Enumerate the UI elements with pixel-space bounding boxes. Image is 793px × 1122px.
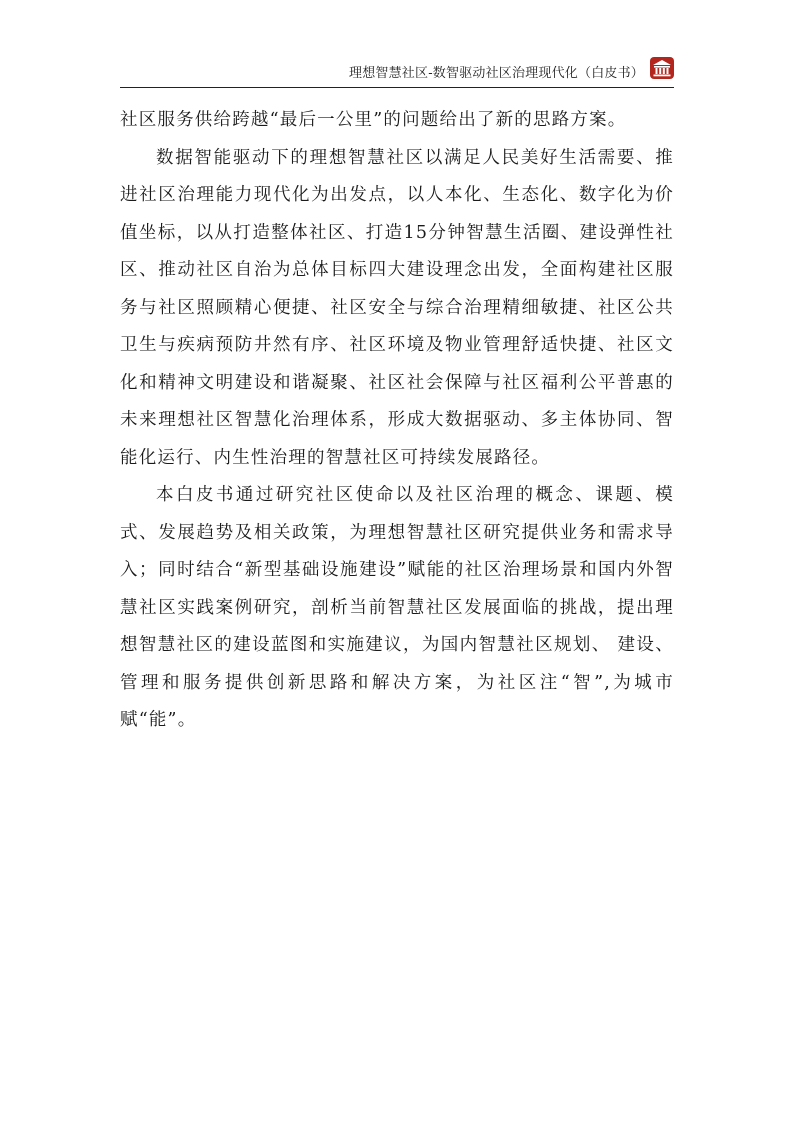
document-body — [120, 102, 674, 740]
page-header — [120, 56, 674, 88]
paragraph-intro: 社区服务供给跨越“最后一公里”的问题给出了新的思路方案。 — [120, 110, 627, 130]
header-divider — [120, 87, 674, 88]
institution-building-icon — [650, 57, 674, 79]
paragraph-vision: 数据智能驱动下的理想智慧社区以满足人民美好生活需要、推进社区治理能力现代化为出发点，以人本化、生态化、数字化为价值坐标，以从打造整体社区、打造15分钟智慧生活圈、建设弹性社区、推动社区自治为总体目标四大建设理念出发，全面构建社区服务与社区照顾精心便捷、社区安全与综合治理精细敏捷、社区公共卫生与疾病预防井然有序、社区环境及物业管理舒适快捷、社区文化和精神文明建设和谐凝聚、社区社会保障与社区福利公平普惠的未来理想社区智慧化治理体系，形成大数据驱动、多主体协同、智能化运行、内生性治理的智慧社区可持续发展路径。 — [120, 147, 674, 468]
header-title: 理想智慧社区-数智驱动社区治理现代化（白皮书） — [349, 66, 644, 81]
paragraph-summary: 本白皮书通过研究社区使命以及社区治理的概念、课题、模式、发展趋势及相关政策，为理想智慧社区研究提供业务和需求导入；同时结合“新型基础设施建设”赋能的社区治理场景和国内外智慧社区实践案例研究，剖析当前智慧社区发展面临的挑战，提出理想智慧社区的建设蓝图和实施建议，为国内智慧社区规划、 建设、管理和服务提供创新思路和解决方案，为社区注“智”,为城市赋“能”。 — [120, 485, 674, 730]
